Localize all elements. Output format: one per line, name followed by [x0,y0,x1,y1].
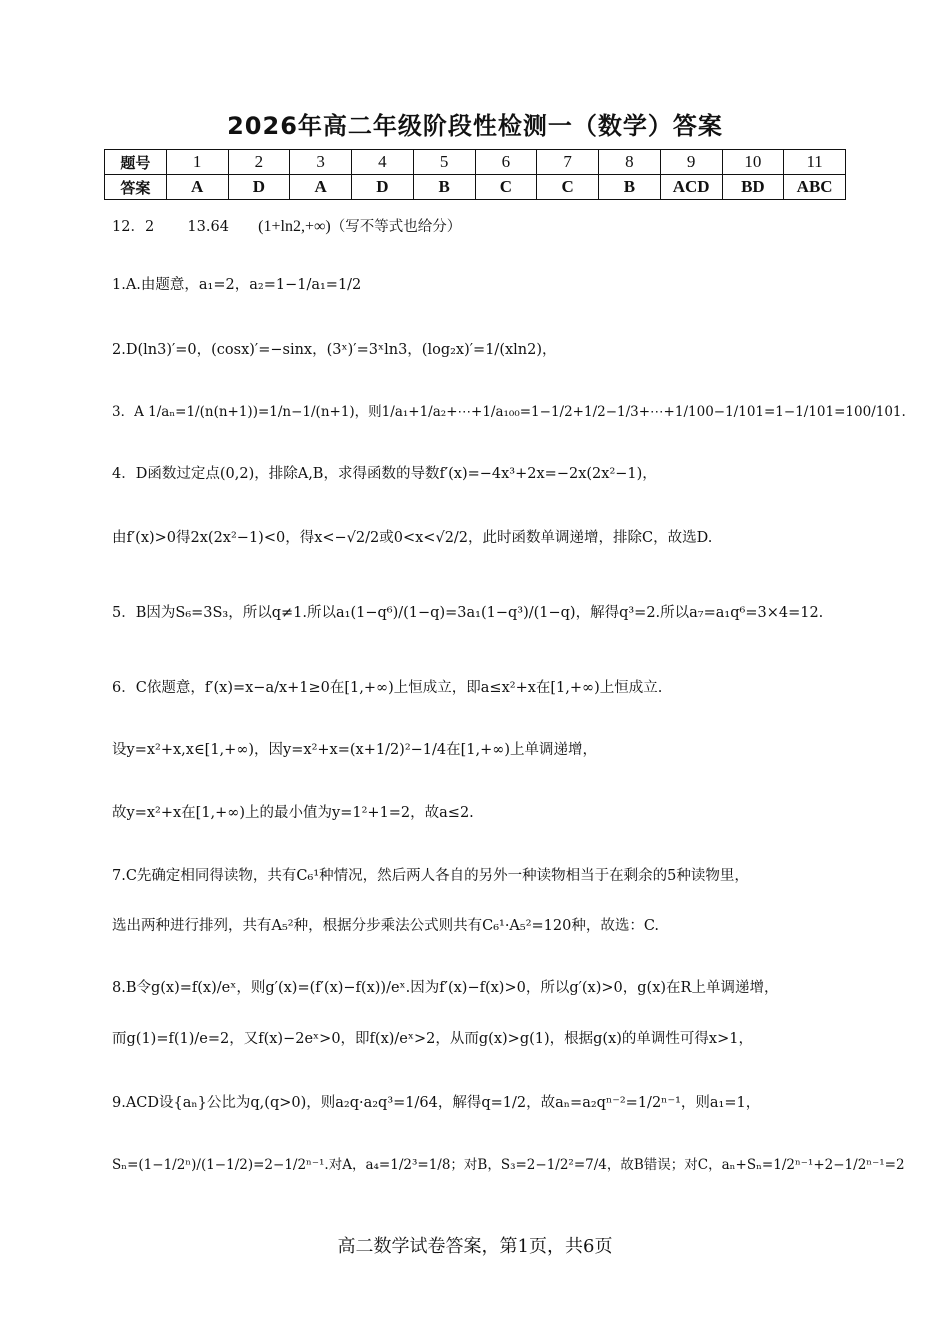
solution-line: 1.A.由题意，a₁=2，a₂=1−1/a₁=1/2 [112,277,362,293]
solution-line: 选出两种进行排列，共有A₅²种，根据分步乘法公式则共有C₆¹·A₅²=120种，故选：C. [112,918,660,934]
answer-14-note: （写不等式也给分） [330,219,462,235]
solution-line: 故y=x²+x在[1,+∞)上的最小值为y=1²+1=2，故a≤2. [112,805,474,821]
solution-line: 9.ACD设{aₙ}公比为q,(q>0)，则a₂q·a₂q³=1/64，解得q=1/2，故aₙ=a₂qⁿ⁻²=1/2ⁿ⁻¹，则a₁=1， [112,1095,761,1111]
table-cell: B [599,175,661,200]
answer-12: 12．2 [112,219,155,235]
table-cell: 9 [660,150,722,175]
solution-line: Sₙ=(1−1/2ⁿ)/(1−1/2)=2−1/2ⁿ⁻¹.对A，a₄=1/2³=1/8；对B，S₃=2−1/2²=7/4，故B错误；对C，aₙ+Sₙ=1/2ⁿ⁻¹+2−1/2ⁿ⁻¹=2 [112,1157,905,1173]
table-row [105,175,846,200]
table-cell: C [537,175,599,200]
table-cell: ACD [660,175,722,200]
solution-line: 6．C依题意，f′(x)=x−a/x+1≥0在[1,+∞)上恒成立，即a≤x²+x在[1,+∞)上恒成立. [112,680,663,696]
solution-line: 2.D(ln3)′=0，(cosx)′=−sinx，(3ˣ)′=3ˣln3，(log₂x)′=1/(xln2)， [112,342,557,358]
page-footer: 高二数学试卷答案，第1页，共6页 [337,1236,613,1257]
table-cell: 1 [166,150,228,175]
answer-table [104,149,846,200]
table-cell: 7 [537,150,599,175]
table-cell: A [290,175,352,200]
table-cell: 8 [599,150,661,175]
table-row [105,150,846,175]
table-cell: C [475,175,537,200]
table-cell: ABC [784,175,846,200]
solution-line: 3．A 1/aₙ=1/(n(n+1))=1/n−1/(n+1)，则1/a₁+1/a₂+⋯+1/a₁₀₀=1−1/2+1/2−1/3+⋯+1/100−1/101=1−1/101=100/101. [112,404,906,420]
table-cell: 2 [228,150,290,175]
table-cell: A [166,175,228,200]
table-cell: 4 [352,150,414,175]
solution-line: 而g(1)=f(1)/e=2，又f(x)−2eˣ>0，即f(x)/eˣ>2，从而g(x)>g(1)，根据g(x)的单调性可得x>1， [112,1031,753,1047]
solution-line: 由f′(x)>0得2x(2x²−1)<0，得x<−√2/2或0<x<√2/2，此时函数单调递增，排除C，故选D. [112,530,713,546]
table-cell: 5 [413,150,475,175]
answer-13: 13.64 [187,219,229,235]
table-cell: 6 [475,150,537,175]
solution-line: 7.C先确定相同得读物，共有C₆¹种情况，然后两人各自的另外一种读物相当于在剩余的5种读物里， [112,868,749,884]
answer-14: (1+ln2,+∞) [258,218,331,235]
table-cell: 10 [722,150,784,175]
table-cell: B [413,175,475,200]
table-cell: D [352,175,414,200]
table-cell: BD [722,175,784,200]
solution-line: 5．B因为S₆=3S₃，所以q≠1.所以a₁(1−q⁶)/(1−q)=3a₁(1−q³)/(1−q)，解得q³=2.所以a₇=a₁q⁶=3×4=12. [112,605,824,621]
table-header-cell: 答案 [105,175,167,200]
table-header-cell: 题号 [105,150,167,175]
fill-in-answers [112,217,461,236]
table-cell: 11 [784,150,846,175]
solution-line: 4．D函数过定点(0,2)，排除A,B，求得函数的导数f′(x)=−4x³+2x=−2x(2x²−1)， [112,466,657,482]
page-title: 2026年高二年级阶段性检测一（数学）答案 [227,112,723,140]
solution-line: 设y=x²+x,x∈[1,+∞)，因y=x²+x=(x+1/2)²−1/4在[1,+∞)上单调递增， [112,742,598,758]
solution-line: 8.B令g(x)=f(x)/eˣ，则g′(x)=(f′(x)−f(x))/eˣ.因为f′(x)−f(x)>0，所以g′(x)>0，g(x)在R上单调递增， [112,980,779,996]
table-cell: 3 [290,150,352,175]
table-cell: D [228,175,290,200]
